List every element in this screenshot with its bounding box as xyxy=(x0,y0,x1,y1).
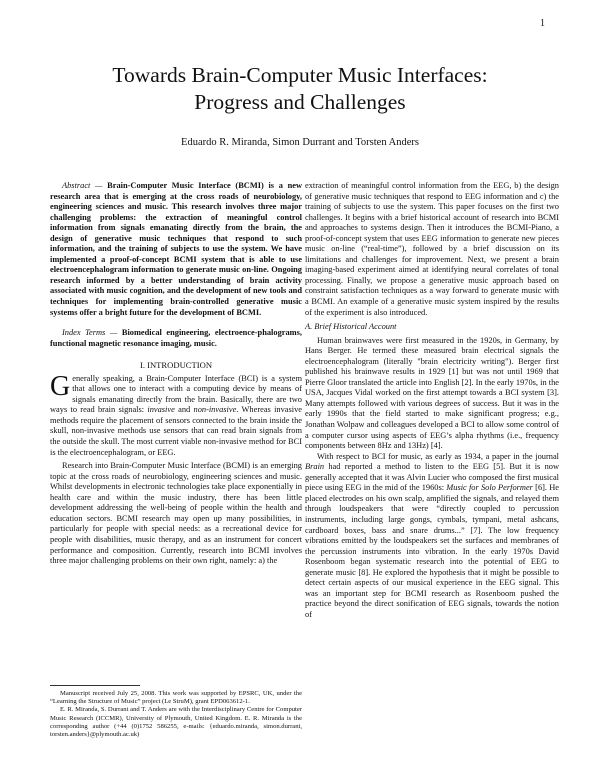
intro-paragraph-1 xyxy=(50,370,303,458)
left-column xyxy=(50,181,302,567)
footnote xyxy=(50,685,302,739)
page-number: 1 xyxy=(540,18,545,29)
intro-p1-text-c: . Whereas invasive methods require the placement of sensors connected to the brain inside the skull, non-invasive methods use sensors that can read brain signals from the outside the skull. The most current viable non-invasive method for BCI is the electroencephalogram, or EEG. xyxy=(50,405,303,457)
abstract xyxy=(50,181,302,318)
right-paragraph-2: Human brainwaves were first measured in the 1920s, in Germany, by Hans Berger. He termed these measured brain electrical signals the electroencephalogram (literally "brain electricity writing"). Berger first published his brainwave results in 1929 [1] but was not until 1969 that Pierre Gloor translated the article into English [2]. In the early 1970s, in the USA, Jacques Vidal worked on the first attempt towards a BCI system [3]. Many attempts followed with various degrees of success. But it was in the early 1990s that the field started to make significant progress; e.g., Jonathan Wolpaw and colleagues developed a BCI to allow some control of a computer cursor using aspects of EEG’s alpha rhythms (i.e., frequency components between 8Hz and 13Hz) [4]. xyxy=(305,335,559,451)
section-heading-introduction: I. INTRODUCTION xyxy=(139,360,213,371)
title-line-1: Towards Brain-Computer Music Interfaces: xyxy=(112,63,488,87)
paper-title xyxy=(30,62,570,116)
abstract-lead: Abstract — xyxy=(62,181,103,190)
footnote-manuscript: Manuscript received July 25, 2008. This work was supported by EPSRC, UK, under the “Learning the Structure of Music” project (Le StruM), grant EPD063612-1. xyxy=(50,690,302,706)
right-paragraph-3 xyxy=(305,452,559,621)
abstract-text: Brain-Computer Music Interface (BCMI) is a new research area that is emerging at the cross roads of neurobiology, engineering sciences and music. This research involves three major challenging problems: the extraction of meaningful control information from signals emanating directly from the brain, the design of generative music techniques that respond to such information, and the training of subjects to use the system. We have implemented a proof-of-concept BCMI system that is able to use electroencephalogram information to generate music on-line. Ongoing research informed by a better understanding of brain activity associated with music cognition, and the development of new tools and techniques for implementing brain-controlled generative music systems offer a bright future for the development of BCMI. xyxy=(50,181,303,317)
right-paragraph-1: extraction of meaningful control information from the EEG, b) the design of generative music techniques that respond to EEG information and c) the training of subjects to use the system. This paper focuses on the first two challenges. It begins with a brief historical account of research into BCMI and approaches to systems design. Then it introduces the BCMI-Piano, a proof-of-concept system that uses EEG information to generate new pieces music on-line (“real-time”), followed by a brief discussion on its limitations and challenges for improvement. Next, we present a brain imaging-based experiment aimed at identifying neural correlates of tonal processing. Finally, we propose a generative music approach based on constraint satisfaction techniques as a way forward to generate music with a BCMI. An example of a generative music system inspired by the results of the experiment is also introduced. xyxy=(305,181,559,317)
footnote-rule xyxy=(50,685,140,686)
authors: Eduardo R. Miranda, Simon Durrant and Torsten Anders xyxy=(181,137,419,148)
subsection-heading-history: A. Brief Historical Account xyxy=(305,322,397,332)
right-p3-text-a: With respect to BCI for music, as early as 1934, a paper in the journal xyxy=(317,451,559,461)
intro-p1-em-invasive: invasive xyxy=(147,405,175,415)
drop-cap: G xyxy=(50,370,71,402)
title-line-2: Progress and Challenges xyxy=(194,90,406,114)
right-p3-em-brain: Brain xyxy=(305,462,325,472)
intro-p1-text-b: and xyxy=(174,405,194,415)
index-terms-lead: Index Terms — xyxy=(62,328,118,338)
footnote-affiliation: E. R. Miranda, S. Durrant and T. Anders are with the Interdisciplinary Centre for Computer Music Research (ICCMR), University of Plymouth, United Kingdom. E. R. Miranda is the corresponding author (+44 (0)1752 586255, e-mails: {eduardo.miranda, simon.durrant, torsten.anders}@plymouth.ac.uk) xyxy=(50,706,302,739)
index-terms xyxy=(50,328,302,349)
right-p3-em-piece: Music for Solo Performer xyxy=(446,483,533,493)
intro-paragraph-2: Research into Brain-Computer Music Interface (BCMI) is an emerging topic at the cross roads of neurobiology, engineering sciences and music. Whilst developments in electronic technologies take place exponentially in health care and within the music industry, there has been little development addressing the well-being of people within the health and education sectors. BCMI research may open up many possibilities, in particularly for people with special needs: as a recreational device for people with disabilities, music therapy, and as an instrument for concert performance and composition. Currently, research into BCMI involves three major challenging problems on their own right, namely: a) the xyxy=(50,461,302,566)
intro-p1-em-noninvasive: non-invasive xyxy=(193,405,237,415)
right-p3-text-c: [6]. He placed electrodes on his own scalp, amplified the signals, and relayed them through loudspeakers that were “directly coupled to percussion instruments, including large gongs, cymbals, tympani, metal ashcans, cardboard boxes, bass and snare drums...” [7]. The low frequency vibrations emitted by the loudspeakers set the surfaces and membranes of the percussion instruments into vibration. In the early 1970s David Rosenboom began systematic research into the potential of EEG to generate music [8]. He explored the hypothesis that it might be possible to detect certain aspects of our musical experience in the EEG signal. This was an important step for BCMI research as Rosenboom pushed the practice beyond the direct sonification of EEG signals, towards the notion of xyxy=(305,483,559,619)
right-column xyxy=(305,181,559,620)
index-terms-text: Biomedical engineering, electroence-phalograms, functional magnetic resonance imaging, music. xyxy=(50,328,302,348)
right-p3-text-b: had reported a method to listen to the EEG [5]. But it is now generally accepted that it was Alvin Lucier who composed the first musical piece using EEG in the mid of the 1960s: xyxy=(305,462,559,493)
intro-p1-text-a: enerally speaking, a Brain-Computer Interface (BCI) is a system that allows one to interact with a computing device by means of signals emanating directly from the brain. Basically, there are two ways to read brain signals: xyxy=(50,373,302,415)
